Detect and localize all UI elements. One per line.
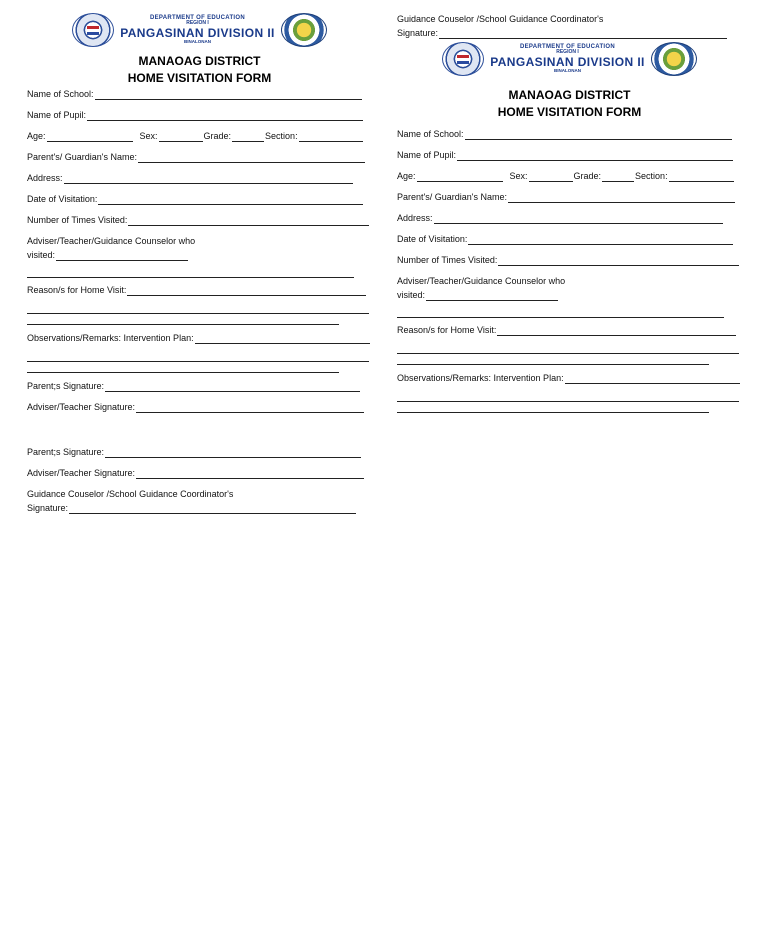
address-field[interactable] <box>397 213 742 224</box>
department-name: DEPARTMENT OF EDUCATION <box>519 44 615 51</box>
division-seal-icon <box>281 13 327 47</box>
sex-input-line[interactable] <box>529 172 573 182</box>
sex-label: Sex: <box>509 171 528 181</box>
guardian-label: Parent's/ Guardian's Name: <box>397 192 507 202</box>
reason-label: Reason/s for Home Visit: <box>27 285 127 295</box>
grade-input-line[interactable] <box>602 172 634 182</box>
form-title: HOME VISITATION FORM <box>127 71 272 85</box>
form-title: HOME VISITATION FORM <box>497 105 642 119</box>
adviser-visited-field[interactable] <box>27 250 372 261</box>
reason-label: Reason/s for Home Visit: <box>397 325 497 335</box>
school-label: Name of School: <box>27 89 94 99</box>
observations-line-3[interactable] <box>27 372 339 373</box>
parent-signature-label-2: Parent;s Signature: <box>27 447 105 457</box>
age-input-line[interactable] <box>47 132 133 142</box>
observations-label: Observations/Remarks: Intervention Plan: <box>397 373 564 383</box>
adviser-extra-line[interactable] <box>397 317 724 318</box>
visitation-date-label: Date of Visitation: <box>397 234 468 244</box>
home-visitation-form-right <box>397 14 742 413</box>
city-name: BINALONAN <box>554 68 581 74</box>
region-name: REGION I <box>186 20 209 27</box>
grade-label: Grade: <box>573 171 602 181</box>
reason-line-3[interactable] <box>27 324 339 325</box>
form-header-right <box>397 41 742 77</box>
parent-signature-label: Parent;s Signature: <box>27 381 105 391</box>
pupil-label: Name of Pupil: <box>397 150 457 160</box>
section-input-line[interactable] <box>669 172 734 182</box>
division-seal-icon <box>651 42 697 76</box>
counselor-signature-label-line1: Guidance Couselor /School Guidance Coordinator's <box>27 489 234 499</box>
adviser-extra-line[interactable] <box>27 277 354 278</box>
counselor-signature-field[interactable] <box>27 503 372 514</box>
school-field[interactable] <box>27 89 372 100</box>
age-label: Age: <box>27 131 46 141</box>
age-sex-grade-section-row <box>27 131 372 142</box>
reason-field[interactable] <box>397 325 742 336</box>
times-visited-field[interactable] <box>27 215 372 226</box>
division-name: PANGASINAN DIVISION II <box>120 26 275 41</box>
address-label: Address: <box>397 213 433 223</box>
visitation-date-field[interactable] <box>397 234 742 245</box>
reason-line-2[interactable] <box>397 353 739 354</box>
home-visitation-form-left <box>27 12 372 514</box>
grade-input-line[interactable] <box>232 132 264 142</box>
parent-signature-field[interactable] <box>27 381 372 392</box>
adviser-label-line1: Adviser/Teacher/Guidance Counselor who <box>397 276 566 286</box>
pupil-field[interactable] <box>397 150 742 161</box>
adviser-signature-label-2: Adviser/Teacher Signature: <box>27 468 136 478</box>
parent-signature-field-2[interactable] <box>27 447 372 458</box>
observations-label: Observations/Remarks: Intervention Plan: <box>27 333 194 343</box>
guardian-label: Parent's/ Guardian's Name: <box>27 152 137 162</box>
school-label: Name of School: <box>397 129 464 139</box>
section-label: Section: <box>635 171 668 181</box>
address-field[interactable] <box>27 173 372 184</box>
form-header <box>27 12 372 48</box>
counselor-signature-field-top[interactable] <box>397 28 742 39</box>
grade-label: Grade: <box>203 131 232 141</box>
visitation-date-field[interactable] <box>27 194 372 205</box>
times-visited-field[interactable] <box>397 255 742 266</box>
district-title: MANAOAG DISTRICT <box>138 54 261 68</box>
sex-input-line[interactable] <box>159 132 203 142</box>
region-name: REGION I <box>556 49 579 56</box>
address-label: Address: <box>27 173 63 183</box>
reason-field[interactable] <box>27 285 372 296</box>
guardian-field[interactable] <box>27 152 372 163</box>
age-sex-grade-section-row <box>397 171 742 182</box>
pupil-field[interactable] <box>27 110 372 121</box>
counselor-signature-label-line2-top: Signature: <box>397 28 439 38</box>
age-input-line[interactable] <box>417 172 503 182</box>
agency-name-block <box>490 44 645 74</box>
visitation-date-label: Date of Visitation: <box>27 194 98 204</box>
counselor-signature-label-line2: Signature: <box>27 503 69 513</box>
district-title: MANAOAG DISTRICT <box>508 88 631 102</box>
times-visited-label: Number of Times Visited: <box>27 215 128 225</box>
sex-label: Sex: <box>139 131 158 141</box>
adviser-signature-label: Adviser/Teacher Signature: <box>27 402 136 412</box>
adviser-visited-field[interactable] <box>397 290 742 301</box>
age-label: Age: <box>397 171 416 181</box>
reason-line-2[interactable] <box>27 313 369 314</box>
adviser-label-line1: Adviser/Teacher/Guidance Counselor who <box>27 236 196 246</box>
reason-line-3[interactable] <box>397 364 709 365</box>
guardian-field[interactable] <box>397 192 742 203</box>
agency-name-block <box>120 15 275 45</box>
deped-seal-icon <box>72 13 114 47</box>
adviser-signature-field-2[interactable] <box>27 468 372 479</box>
observations-line-2[interactable] <box>27 361 369 362</box>
department-name: DEPARTMENT OF EDUCATION <box>149 15 245 22</box>
section-input-line[interactable] <box>299 132 363 142</box>
division-name: PANGASINAN DIVISION II <box>490 55 645 70</box>
school-field[interactable] <box>397 129 742 140</box>
counselor-signature-label-line1-top: Guidance Couselor /School Guidance Coordinator's <box>397 14 604 24</box>
observations-field[interactable] <box>397 373 742 384</box>
observations-line-2[interactable] <box>397 401 739 402</box>
adviser-signature-field[interactable] <box>27 402 372 413</box>
section-label: Section: <box>265 131 298 141</box>
deped-seal-icon <box>442 42 484 76</box>
adviser-visited-label: visited: <box>397 290 426 300</box>
pupil-label: Name of Pupil: <box>27 110 87 120</box>
observations-line-3[interactable] <box>397 412 709 413</box>
city-name: BINALONAN <box>184 39 211 45</box>
observations-field[interactable] <box>27 333 372 344</box>
adviser-visited-label: visited: <box>27 250 56 260</box>
times-visited-label: Number of Times Visited: <box>397 255 498 265</box>
